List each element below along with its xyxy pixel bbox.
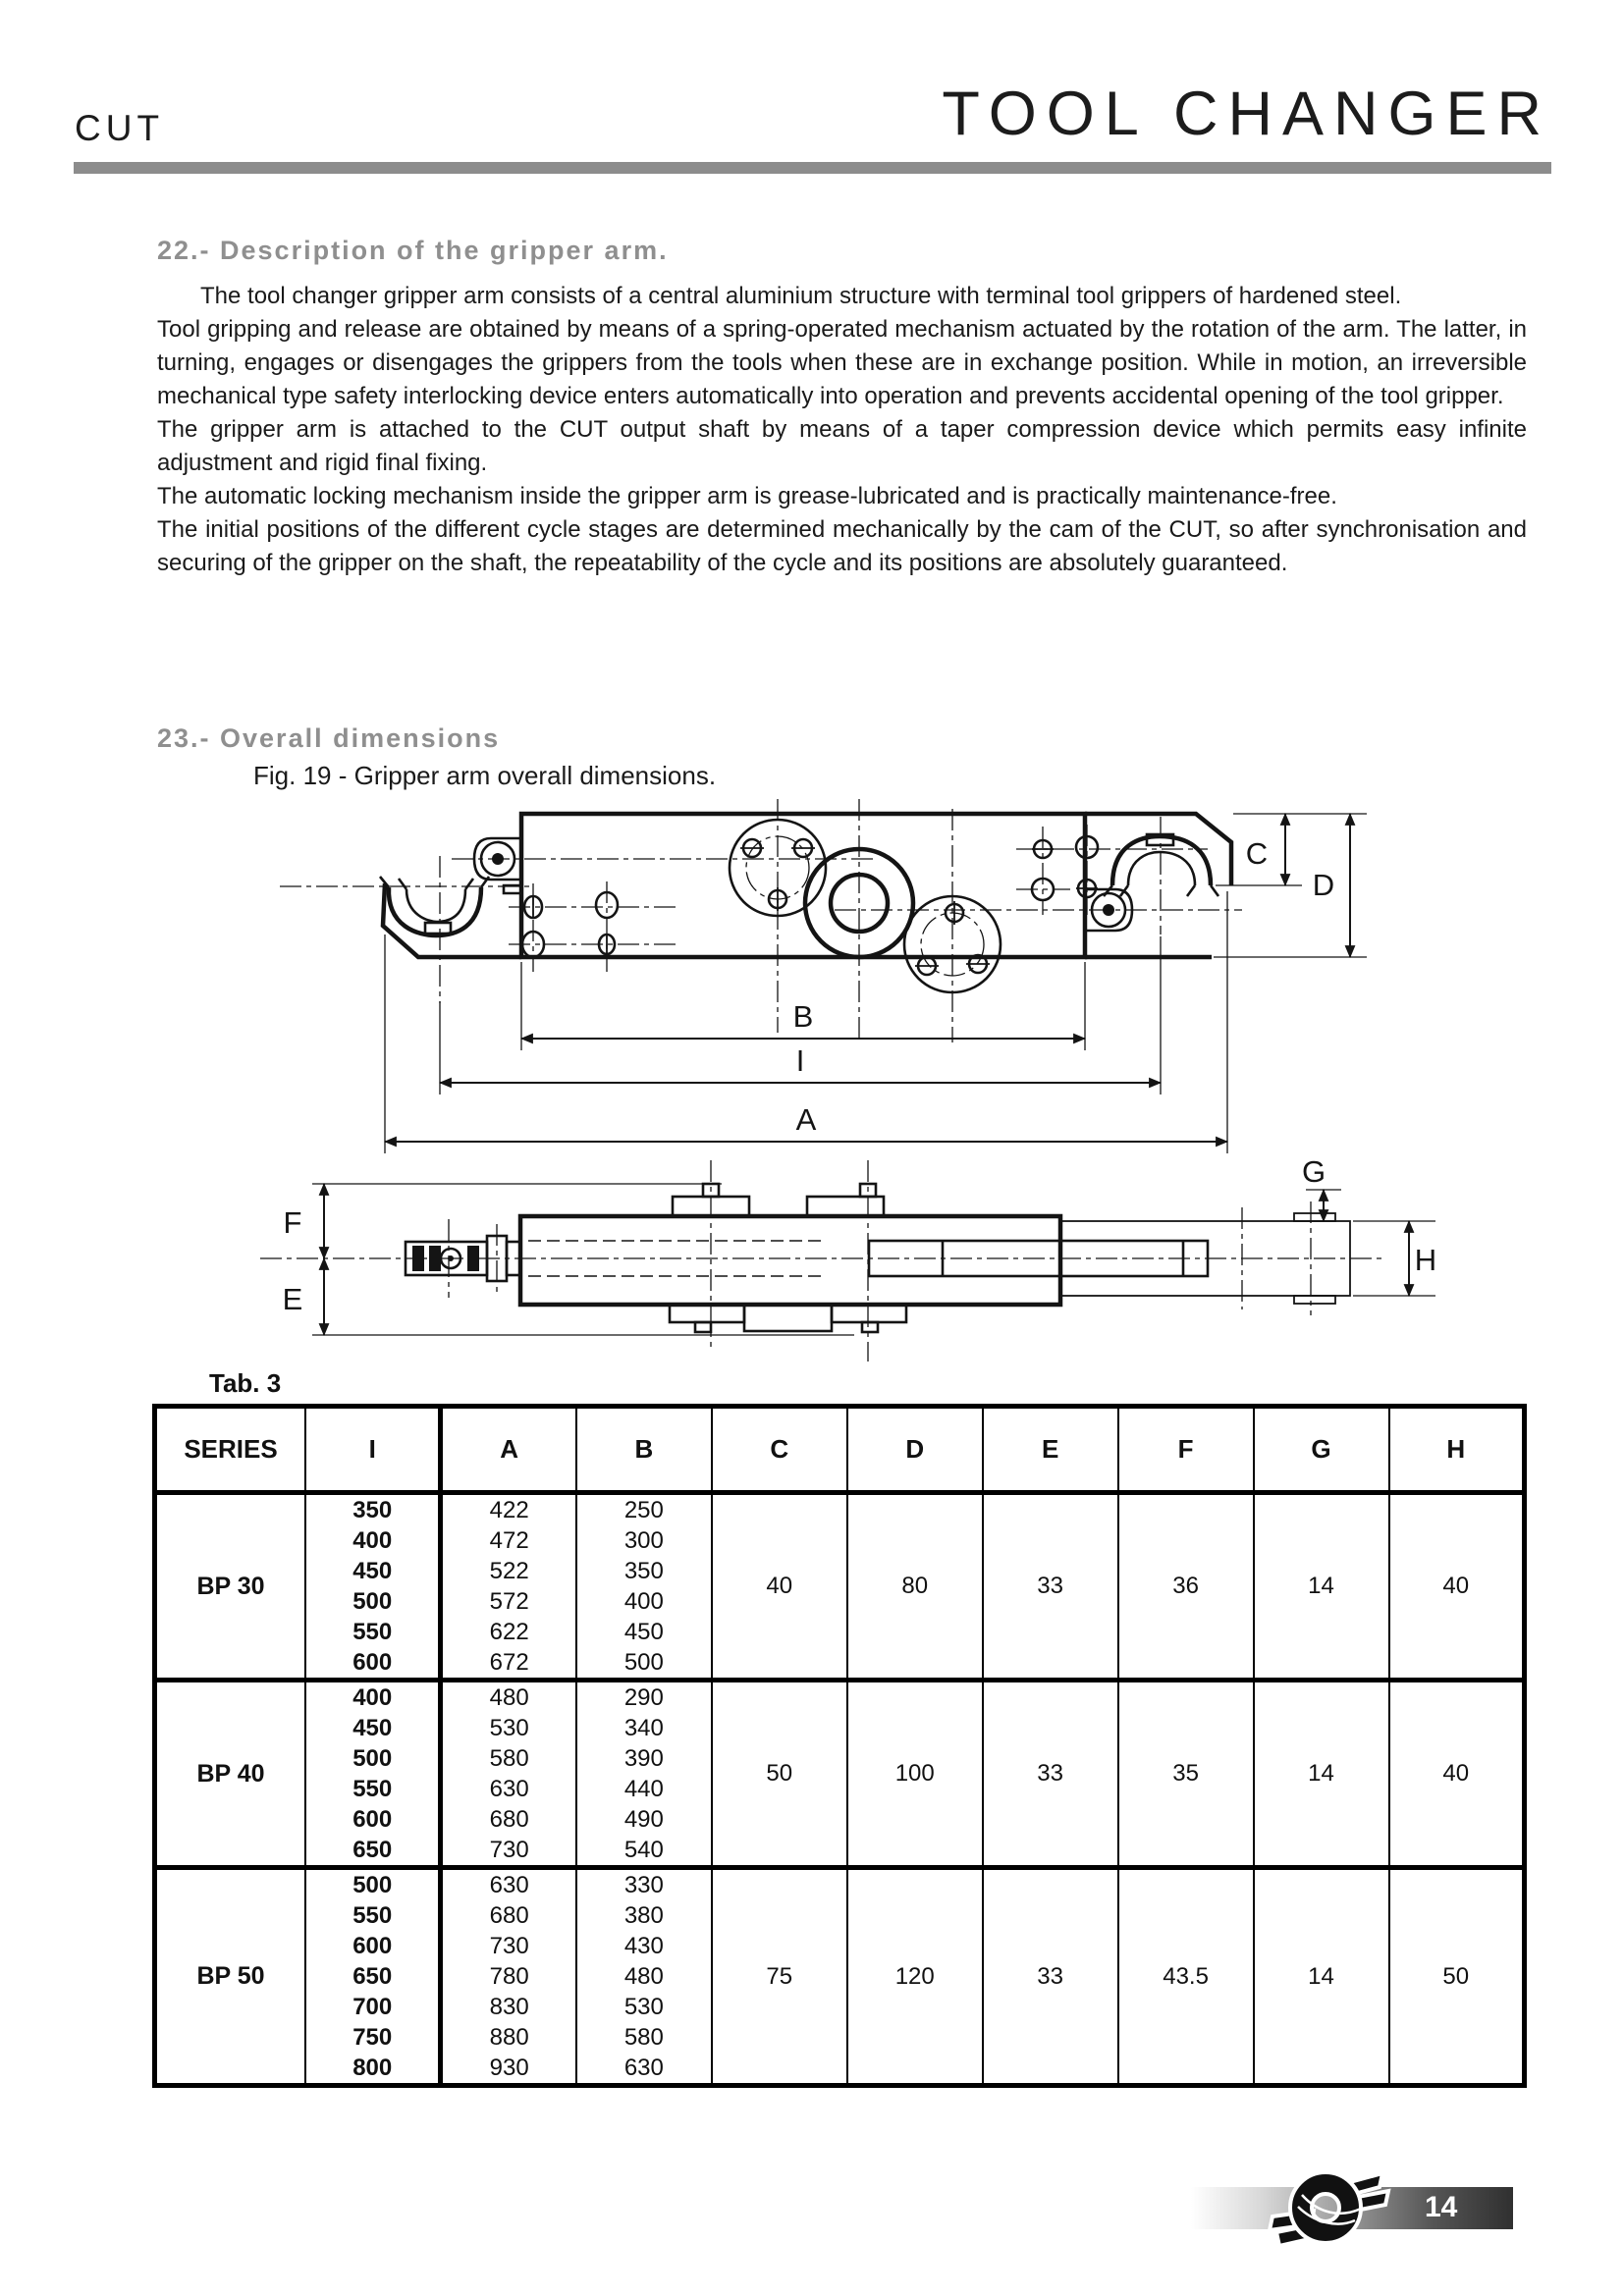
- column-header-h: H: [1389, 1407, 1525, 1493]
- cell-i: 650: [305, 1961, 441, 1992]
- section-22-body: [157, 280, 1527, 580]
- paragraph: The automatic locking mechanism inside the gripper arm is grease-lubricated and is practically maintenance-free.: [157, 483, 1337, 509]
- column-header-series: SERIES: [155, 1407, 306, 1493]
- cell-e: 33: [983, 1493, 1118, 1681]
- column-header-d: D: [847, 1407, 983, 1493]
- cell-a: 572: [441, 1586, 576, 1617]
- cell-a: 422: [441, 1493, 576, 1526]
- cell-b: 290: [576, 1681, 712, 1714]
- cell-a: 830: [441, 1992, 576, 2022]
- brand-knot-logo-icon: [1255, 2160, 1402, 2256]
- dim-label-i: I: [795, 1043, 805, 1078]
- table-header-row: [155, 1407, 1525, 1493]
- cell-a: 522: [441, 1556, 576, 1586]
- cell-f: 35: [1118, 1681, 1254, 1868]
- cell-i: 550: [305, 1774, 441, 1804]
- cell-a: 530: [441, 1713, 576, 1743]
- cell-i: 800: [305, 2053, 441, 2086]
- cell-i: 500: [305, 1868, 441, 1901]
- cell-a: 472: [441, 1525, 576, 1556]
- cell-i: 350: [305, 1493, 441, 1526]
- cell-c: 50: [712, 1681, 847, 1868]
- cell-b: 480: [576, 1961, 712, 1992]
- table-row: [155, 1681, 1525, 1714]
- cell-a: 730: [441, 1835, 576, 1868]
- cell-b: 340: [576, 1713, 712, 1743]
- cell-b: 530: [576, 1992, 712, 2022]
- cell-a: 630: [441, 1868, 576, 1901]
- paragraph: The gripper arm is attached to the CUT output shaft by means of a taper compression device which permits easy infinite adjustment and rigid final fixing.: [157, 416, 1527, 476]
- cell-a: 622: [441, 1617, 576, 1647]
- cell-c: 75: [712, 1868, 847, 2086]
- cell-i: 450: [305, 1713, 441, 1743]
- cell-i: 700: [305, 1992, 441, 2022]
- table-row: [155, 1493, 1525, 1526]
- cell-b: 580: [576, 2022, 712, 2053]
- cell-b: 400: [576, 1586, 712, 1617]
- cell-b: 250: [576, 1493, 712, 1526]
- cell-i: 500: [305, 1743, 441, 1774]
- series-cell: BP 50: [155, 1868, 306, 2086]
- figure-caption: Fig. 19 - Gripper arm overall dimensions.: [253, 761, 717, 790]
- cell-b: 300: [576, 1525, 712, 1556]
- dim-label-g: G: [1301, 1154, 1326, 1189]
- cell-b: 540: [576, 1835, 712, 1868]
- dim-label-d: D: [1312, 868, 1335, 902]
- cell-i: 500: [305, 1586, 441, 1617]
- cell-b: 350: [576, 1556, 712, 1586]
- column-header-f: F: [1118, 1407, 1254, 1493]
- cell-h: 40: [1389, 1681, 1525, 1868]
- cell-i: 600: [305, 1804, 441, 1835]
- cell-b: 430: [576, 1931, 712, 1961]
- gripper-arm-drawing: [226, 797, 1443, 1376]
- dim-label-a: A: [795, 1102, 817, 1137]
- column-header-e: E: [983, 1407, 1118, 1493]
- figure-side-view: [260, 1160, 1384, 1362]
- cell-a: 672: [441, 1647, 576, 1681]
- cell-g: 14: [1254, 1868, 1389, 2086]
- cell-a: 930: [441, 2053, 576, 2086]
- cell-e: 33: [983, 1681, 1118, 1868]
- column-header-a: A: [441, 1407, 576, 1493]
- section-23-heading: 23.- Overall dimensions: [157, 723, 501, 753]
- paragraph: Tool gripping and release are obtained by means of a spring-operated mechanism actuated by the rotation of the arm. The latter, in turning, engages or disengages the grippers from the tools when these are in exchange position. While in motion, an irreversible mechanical type safety interlocking device enters automatically into operation and prevents accidental opening of the tool gripper.: [157, 316, 1527, 409]
- header-rule: [74, 162, 1551, 174]
- table-head: [155, 1407, 1525, 1493]
- cell-f: 43.5: [1118, 1868, 1254, 2086]
- brand-logo-text: CUT: [75, 108, 165, 148]
- cell-d: 100: [847, 1681, 983, 1868]
- dim-label-b: B: [792, 999, 814, 1034]
- cell-a: 880: [441, 2022, 576, 2053]
- section-22-heading: 22.- Description of the gripper arm.: [157, 236, 669, 265]
- cell-i: 400: [305, 1525, 441, 1556]
- cell-a: 780: [441, 1961, 576, 1992]
- cell-b: 450: [576, 1617, 712, 1647]
- cell-b: 380: [576, 1900, 712, 1931]
- cell-b: 440: [576, 1774, 712, 1804]
- dimensions-table: [152, 1404, 1527, 2088]
- cell-d: 80: [847, 1493, 983, 1681]
- cell-i: 450: [305, 1556, 441, 1586]
- dim-label-h: H: [1414, 1243, 1437, 1277]
- cell-e: 33: [983, 1868, 1118, 2086]
- cell-g: 14: [1254, 1493, 1389, 1681]
- cell-a: 680: [441, 1804, 576, 1835]
- cell-d: 120: [847, 1868, 983, 2086]
- column-header-c: C: [712, 1407, 847, 1493]
- dimensions-table-body: [155, 1493, 1525, 2086]
- cell-i: 600: [305, 1931, 441, 1961]
- dim-label-e: E: [282, 1282, 303, 1316]
- series-cell: BP 40: [155, 1681, 306, 1868]
- cell-i: 550: [305, 1900, 441, 1931]
- cell-i: 750: [305, 2022, 441, 2053]
- cell-h: 50: [1389, 1868, 1525, 2086]
- cell-g: 14: [1254, 1681, 1389, 1868]
- column-header-i: I: [305, 1407, 441, 1493]
- cell-b: 490: [576, 1804, 712, 1835]
- cell-i: 600: [305, 1647, 441, 1681]
- cell-i: 400: [305, 1681, 441, 1714]
- series-cell: BP 30: [155, 1493, 306, 1681]
- cell-i: 550: [305, 1617, 441, 1647]
- page-number: 14: [1425, 2191, 1458, 2223]
- dim-label-f: F: [283, 1205, 302, 1240]
- cell-i: 650: [305, 1835, 441, 1868]
- cell-a: 630: [441, 1774, 576, 1804]
- paragraph: The initial positions of the different cycle stages are determined mechanically by the cam of the CUT, so after synchronisation and securing of the gripper on the shaft, the repeatability of the cycle and its positions are absolutely guaranteed.: [157, 516, 1527, 576]
- cell-a: 480: [441, 1681, 576, 1714]
- cell-h: 40: [1389, 1493, 1525, 1681]
- column-header-b: B: [576, 1407, 712, 1493]
- cell-b: 330: [576, 1868, 712, 1901]
- cell-f: 36: [1118, 1493, 1254, 1681]
- table-caption: Tab. 3: [209, 1368, 282, 1398]
- cell-b: 390: [576, 1743, 712, 1774]
- cell-a: 580: [441, 1743, 576, 1774]
- cell-c: 40: [712, 1493, 847, 1681]
- cell-b: 500: [576, 1647, 712, 1681]
- figure-top-view: [280, 799, 1242, 1042]
- cell-a: 680: [441, 1900, 576, 1931]
- cell-b: 630: [576, 2053, 712, 2086]
- page-title: TOOL CHANGER: [942, 80, 1551, 148]
- dim-label-c: C: [1245, 836, 1269, 871]
- cell-a: 730: [441, 1931, 576, 1961]
- column-header-g: G: [1254, 1407, 1389, 1493]
- paragraph: The tool changer gripper arm consists of a central aluminium structure with terminal tool grippers of hardened steel.: [200, 283, 1402, 309]
- table-row: [155, 1868, 1525, 1901]
